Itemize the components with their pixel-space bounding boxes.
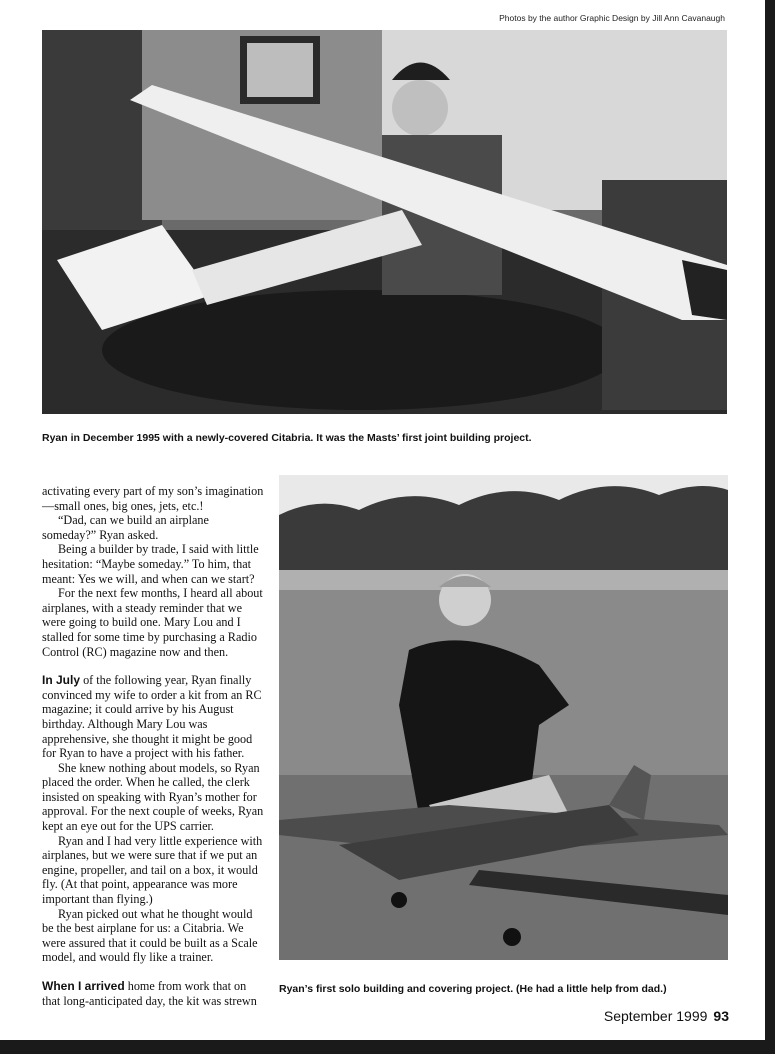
article-paragraph: When I arrived home from work that on that long-anticipated day, the kit was strewn xyxy=(42,979,257,1008)
article-paragraph: She knew nothing about models, so Ryan placed the order. When he called, the clerk insisted on speaking with Ryan’s mother for approval. For the next couple of weeks, Ryan kept an eye out for the UPS carrier. xyxy=(42,760,264,834)
page-number: 93 xyxy=(713,1008,729,1024)
scan-edge-right xyxy=(765,0,775,1054)
photo-credit: Photos by the author Graphic Design by Jill Ann Cavanaugh xyxy=(499,13,725,23)
article-paragraph: Being a builder by trade, I said with little hesitation: “Maybe someday.” To him, that meant: Yes we will, and when can we start? xyxy=(42,542,259,586)
scan-edge-bottom xyxy=(0,1040,775,1054)
page-footer xyxy=(604,1008,729,1024)
article-paragraph: Ryan picked out what he thought would be the best airplane for us: a Citabria. We were assured that it could be built as a Scale model, and would fly like a trainer. xyxy=(42,906,258,965)
article-paragraph: In July of the following year, Ryan finally convinced my wife to order a kit from an RC magazine; it could arrive by his August birthday. Although Mary Lou was apprehensive, she thought it might be good for Ryan to have a project with his father. xyxy=(42,673,262,761)
article-body xyxy=(42,484,266,1008)
photo-ryan-solo-plane xyxy=(279,475,728,960)
photo-caption: Ryan in December 1995 with a newly-covered Citabria. It was the Masts’ first joint building project. xyxy=(42,432,532,444)
article-paragraph: “Dad, can we build an airplane someday?” Ryan asked. xyxy=(42,513,209,542)
article-paragraph: For the next few months, I heard all about airplanes, with a steady reminder that we were going to build one. Mary Lou and I stalled for some time by purchasing a Radio Control (RC) magazine now and then. xyxy=(42,586,263,659)
article-paragraph: activating every part of my son’s imagination—small ones, big ones, jets, etc.! xyxy=(42,484,264,513)
section-lead-in: When I arrived xyxy=(42,979,125,993)
photo-caption: Ryan’s first solo building and covering project. (He had a little help from dad.) xyxy=(279,983,667,995)
issue-date: September 1999 xyxy=(603,1008,708,1024)
photo-ryan-citabria xyxy=(42,30,727,414)
section-lead-in: In July xyxy=(42,673,81,688)
article-paragraph: Ryan and I had very little experience with airplanes, but we were sure that if we put an engine, propeller, and tail on a box, it would fly. (At that point, appearance was more important than flying.) xyxy=(42,833,263,907)
